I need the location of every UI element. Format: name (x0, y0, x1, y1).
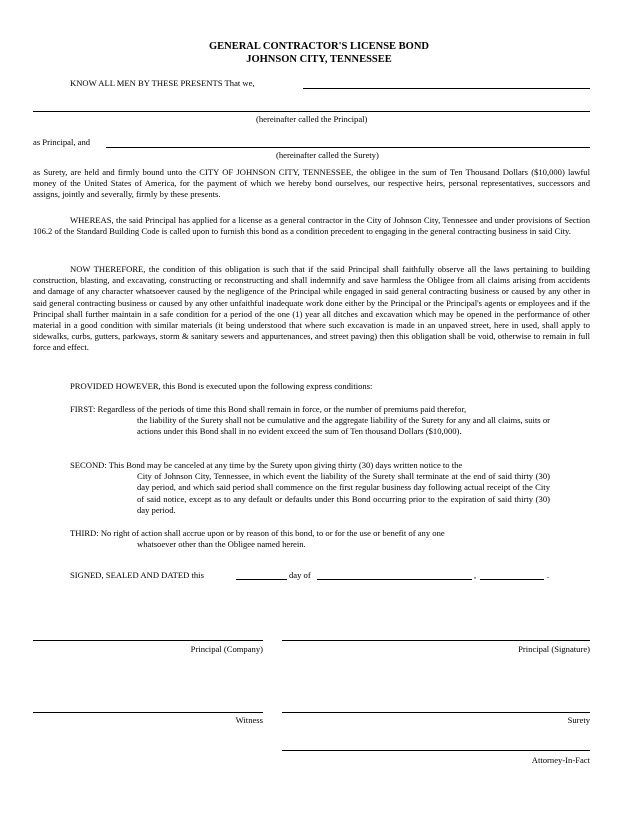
signed-text: SIGNED, SEALED AND DATED this (70, 570, 204, 580)
principal-caption: (hereinafter called the Principal) (256, 114, 368, 124)
year-line[interactable] (480, 579, 544, 580)
surety-caption: (hereinafter called the Surety) (276, 150, 379, 160)
surety-signature-line[interactable] (282, 712, 590, 713)
principal-signature-label: Principal (Signature) (518, 644, 590, 654)
principal-name-line-1[interactable] (303, 88, 590, 89)
attorney-label: Attorney-In-Fact (531, 755, 590, 765)
principal-signature-line[interactable] (282, 640, 590, 641)
witness-line[interactable] (33, 712, 263, 713)
day-line[interactable] (236, 579, 287, 580)
month-line[interactable] (317, 579, 472, 580)
document-subtitle: JOHNSON CITY, TENNESSEE (246, 54, 392, 65)
first-body: the liability of the Surety shall not be cumulative and the aggregate liability of the Surety for any and all claims, suits or actions under this Bond shall in no evident exceed the sum of Ten thousand Dollars ($10,000). (137, 415, 550, 437)
third-line-1: No right of action shall accrue upon or by reason of this bond, to or for the use or benefit of any one (100, 528, 445, 538)
witness-label: Witness (235, 715, 263, 725)
know-all-text: KNOW ALL MEN BY THESE PRESENTS That we, (70, 78, 255, 88)
comma-text: , (474, 570, 477, 580)
surety-name-line[interactable] (106, 147, 590, 148)
third-condition (70, 528, 560, 550)
principal-name-line-2[interactable] (33, 111, 590, 112)
attorney-line[interactable] (282, 750, 590, 751)
first-condition (70, 404, 560, 438)
principal-company-label: Principal (Company) (190, 644, 263, 654)
period-text: . (547, 570, 550, 580)
document-title: GENERAL CONTRACTOR'S LICENSE BOND (208, 41, 430, 52)
second-label: SECOND: (70, 460, 107, 470)
surety-paragraph: as Surety, are held and firmly bound unto the CITY OF JOHNSON CITY, TENNESSEE, the obligee in the sum of Ten Thousand Dollars ($10,000) lawful money of the United States of America, for the payment of which we hereby bond ourselves, our respective heirs, personal representatives, successors and assigns, jointly and severally, firmly by these presents. (33, 167, 590, 200)
first-line-1: Regardless of the periods of time this Bond shall remain in force, or the number of premiums paid therefor, (97, 404, 467, 414)
surety-label: Surety (567, 715, 590, 725)
principal-company-line[interactable] (33, 640, 263, 641)
day-of-text: day of (289, 570, 311, 580)
third-body: whatsoever other than the Obligee named herein. (137, 539, 306, 550)
second-condition (70, 460, 560, 516)
third-label: THIRD: (70, 528, 99, 538)
second-line-1: This Bond may be canceled at any time by the Surety upon giving thirty (30) days written notice to the (108, 460, 463, 470)
whereas-paragraph: WHEREAS, the said Principal has applied for a license as a general contractor in the City of Johnson City, Tennessee and under provisions of Section 106.2 of the Standard Building Code is called upon to furnish this bond as a condition precedent to engaging in the general contracting business in said City. (33, 215, 590, 237)
first-label: FIRST: (70, 404, 96, 414)
as-principal-text: as Principal, and (33, 137, 91, 147)
now-therefore-paragraph: NOW THEREFORE, the condition of this obligation is such that if the said Principal shall faithfully observe all the laws pertaining to building construction, blasting, and excavating, constructing or reconstructing and shall indemnify and save harmless the Obligee from all claims arising from accidents and damage of any character whatsoever caused by the negligence of the Principal while engaged in said general contracting business or caused by any other in said general contracting business or caused by any other unfaithful inadequate work done either by the Principal or the Principal's agents or employees and if the Principal shall further maintain in a safe condition for a period of the one (1) year all ditches and excavation which may be opened in the performance of other material in a good condition with similar materials (it being understood that where such excavation is made in an unpaved street, here in used, shall apply to sidewalks, curbs, gutters, parkways, storm & sanitary sewers and appurtenances, and street paving) then this obligation shall be void, otherwise to remain in full force and effect. (33, 264, 590, 353)
second-body: City of Johnson City, Tennessee, in which event the liability of the Surety shall terminate at the end of said thirty (30) day period, and which said period shall commence on the first regular business day following actual receipt of the City of said notice, except as to any default or defaults under this Bond occurring prior to the expiration of said thirty (30) day period. (137, 471, 550, 515)
provided-however-text: PROVIDED HOWEVER, this Bond is executed upon the following express conditions: (70, 381, 373, 391)
